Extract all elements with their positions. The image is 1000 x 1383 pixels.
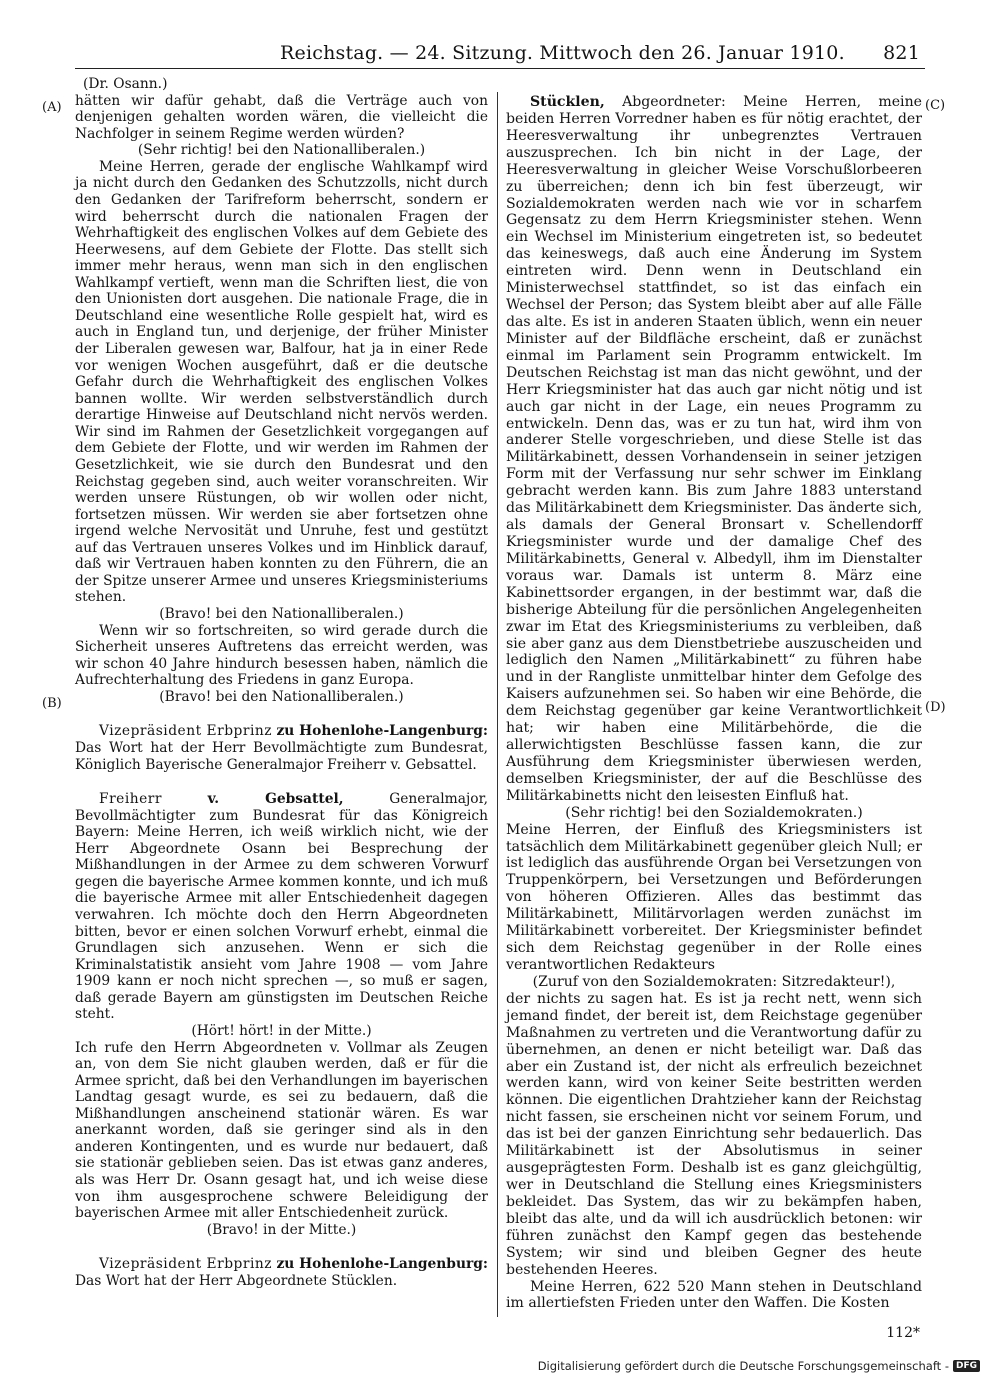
speaker-paragraph [75, 791, 488, 1023]
running-title: Reichstag. — 24. Sitzung. Mittwoch den 26. Januar 1910. [280, 42, 845, 64]
header-rule [75, 68, 925, 69]
speech-text: Generalmajor, Bevollmächtigter zum Bundesrat für das Königreich Bayern: Meine Herren, ich weiß wirklich nicht, wie der Herr Abgeordnete Osann bei Besprechung der Mißhandlungen in der Armee zu dem schweren Vorwurf gegen die bayerische Armee kommen konnte, und ich muß die bayerische Armee mit aller Entschiedenheit dagegen verwahren. Ich möchte doch den Herrn Abgeordneten bitten, bevor er einen solchen Vorwurf erhebt, einmal die Grundlagen sich anzusehen. Wenn er sich die Kriminalstatistik ansieht vom Jahre 1908 — vom Jahre 1909 kann er noch nicht sprechen —, so muß er sagen, daß gerade Bayern am günstigsten im Deutschen Reiche steht. [75, 791, 489, 1023]
left-column [75, 76, 488, 1289]
column-divider [497, 92, 498, 1317]
speech-text: Das Wort hat der Herr Bevollmächtigte zum Bundesrat, Königlich Bayerische Generalmajor Freiherr v. Gebsattel. [75, 739, 488, 773]
speaker-name: zu Hohenlohe-Langenburg: [276, 723, 488, 740]
interjection: (Bravo! in der Mitte.) [206, 1221, 357, 1238]
paragraph: Meine Herren, 622 520 Mann stehen in Deutschland im allertiefsten Frieden unter den Waffen. Die Kosten [506, 1278, 922, 1312]
speaker-role: Vizepräsident Erbprinz [99, 723, 273, 740]
margin-marker-d: (D) [925, 700, 946, 715]
paragraph: Meine Herren, der Einfluß des Kriegsministers ist tatsächlich dem Militärkabinett gegenüber gleich Null; er ist lediglich das ausführende Organ bei Versetzungen von Truppenkörpern, bei Versetzungen und Beförderungen von höheren Offizieren. Alles das bestimmt das Militärkabinett, Militärvorlagen werden zunächst im Militärkabinett vorbereitet. Der Kriegsminister befindet sich dem Reichstag gegenüber in der Rolle eines verantwortlichen Redakteurs [506, 821, 922, 974]
speaker-title: Freiherr [99, 791, 162, 808]
paragraph: Ich rufe den Herrn Abgeordneten v. Vollmar als Zeugen an, von dem Sie nicht glauben werden, daß er für die Armee spricht, daß bei den Verhandlungen im bayerischen Landtag gesagt wurde, es sei zu bedauern, daß die Mißhandlungen anscheinend stationär wären. Es war anerkannt worden, daß sie geringer sind als in den anderen Kontingenten, und es wurde nur bedauert, daß sie stationär geblieben seien. Das ist etwas ganz anderes, als was Herr Dr. Osann gesagt hat, und ich weise diese von ihm ausgesprochene schwere Beleidigung der bayerischen Armee mit aller Entschiedenheit zurück. [75, 1039, 488, 1222]
paragraph: hätten wir dafür gehabt, daß die Verträge auch von denjenigen gehalten worden wären, die vielleicht die Nachfolger in seinem Regime werden würden? [75, 92, 488, 142]
interjection: (Sehr richtig! bei den Nationalliberalen.) [137, 142, 426, 159]
margin-marker-a: (A) [42, 100, 62, 115]
right-column [506, 76, 922, 1312]
speaker-name: v. Gebsattel, [207, 791, 344, 808]
sheet-signature: 112* [886, 1325, 920, 1341]
speech-text: Abgeordneter: Meine Herren, meine beiden Herren Vorredner haben es für nötig erachtet, der Heeresverwaltung ihr unbegrenztes Vertrauen auszusprechen. Ich bin nicht in der Lage, der Heeresverwaltung in gleicher Weise Vorschußlorbeeren zu überreichen; denn ich bin fest überzeugt, wir Sozialdemokraten werden nach wie vor in scharfem Gegensatz zu dem Herrn Kriegsminister stehen. Wenn ein Wechsel im Ministerium eingetreten ist, so bedeutet das keineswegs, daß auch eine Änderung im System eintreten wird. Denn wenn in Deutschland ein Ministerwechsel stattfindet, so ist das einfach ein Wechsel der Person; das System bleibt aber auf alle Fälle das alte. Es ist in anderen Staaten üblich, wenn ein neuer Minister auf der Bildfläche erscheint, daß er zunächst einmal im Parlament sein Programm entwickelt. Im Deutschen Reichstag ist man das nicht gewöhnt, und der Herr Kriegsminister hat das auch gar nicht nötig und ist auch gar nicht in der Lage, ein neues Programm zu entwickeln. Denn das, was er zu tun hat, wird ihm von anderer Stelle vorgeschrieben, und diese Stelle ist das Militärkabinett, dessen Vorhandensein in seiner jetzigen Form mit der Verfassung nur sehr schwer im Einklang gebracht werden kann. Bis zum Jahre 1883 unterstand das Militärkabinett dem Kriegsminister. Das änderte sich, als damals der General Bronsart v. Schellendorff Kriegsminister wurde und der damalige Chef des Militärkabinetts, General v. Albedyll, ihm im Dienstalter voraus war. Damals ist unterm 8. März eine Kabinettsorder ergangen, in der bestimmt war, daß die bisherige Abteilung für die persönlichen Angelegenheiten zwar im Etat des Kriegsministeriums zu verbleiben, daß sie aber ganz aus dem Dienstbetriebe auszuscheiden und lediglich den Namen „Militärkabinett“ zu führen habe und in der Rangliste unmittelbar hinter dem Gefolge des Kaisers aufzunehmen sei. So haben wir eine Behörde, die dem Reichstag gegenüber gar keine Verantwortlichkeit hat; wir haben eine Militärbehörde, die die allerwichtigsten Beschlüsse fassen kann, die zur Ausführung dem Kriegsminister überwiesen werden, demselben Kriegsminister, der auf die Beschlüsse des Militärkabinetts nicht den leisesten Einfluß hat. [506, 94, 922, 804]
interjection: (Hört! hört! in der Mitte.) [191, 1022, 372, 1039]
dfg-logo-icon: DFG [953, 1360, 980, 1372]
paragraph: der nichts zu sagen hat. Es ist ja recht nett, wenn sich jemand findet, der bereit ist, dem Reichstage gegenüber Maßnahmen zu vertreten und die Verantwortung dafür zu übernehmen, an denen er nicht beteiligt war. Daß das aber ein Zustand ist, der nicht als erfreulich bezeichnet werden kann, wird von keiner Seite bestritten werden können. Die eigentlichen Drahtzieher kann der Reichstag nicht fassen, sie erscheinen nicht vor seinem Forum, und das ist bei der ganzen Einrichtung sehr bedauerlich. Das Militärkabinett ist der Absolutismus in seiner ausgeprägtesten Form. Deshalb ist es ganz gleichgültig, wer in Deutschland die Stellung eines Kriegsministers bekleidet. Das System, das wir zu bekämpfen haben, bleibt das alte, und da will ich ausdrücklich betonen: wir führen zunächst den Kampf gegen das bestehende System; wir sind und bleiben Gegner des heute bestehenden Heeres. [506, 990, 922, 1278]
interjection: (Sehr richtig! bei den Sozialdemokraten.) [565, 804, 863, 821]
interjection: (Bravo! bei den Nationalliberalen.) [159, 606, 404, 622]
interjection: (Zuruf von den Sozialdemokraten: Sitzredakteur!), [532, 973, 896, 990]
page-number: 821 [883, 42, 920, 64]
paragraph: Wenn wir so fortschreiten, so wird gerade durch die Sicherheit unseres Auftretens das erreicht werden, was wir schon 40 Jahre hindurch besessen haben, nämlich die Aufrechterhaltung des Friedens in ganz Europa. [75, 622, 488, 689]
digitization-note: Digitalisierung gefördert durch die Deutsche Forschungsgemeinschaft - [537, 1359, 949, 1373]
speaker-paragraph [506, 94, 922, 805]
speaker-paragraph [75, 1256, 488, 1289]
speaker-paragraph [75, 723, 488, 773]
speaker-tag: (Dr. Osann.) [83, 76, 168, 92]
speech-text: Das Wort hat der Herr Abgeordnete Stücklen. [75, 1272, 398, 1289]
paragraph: Meine Herren, gerade der englische Wahlkampf wird ja nicht durch den Gedanken des Schutzzolls, nicht durch den Gedanken der Tarifreform beherrscht, sondern er wird beherrscht durch die nationalen Fragen der Wehrhaftigkeit des englischen Volkes auf dem Gebiete des Heerwesens, auf dem Gebiete der Flotte. Das stellt sich immer mehr heraus, wenn man sich in den englischen Wahlkampf vertieft, wenn man die Schriften liest, die von den Unionisten dort ausgehen. Die nationale Frage, die in Deutschland eine wesentliche Rolle gespielt hat, wird es auch in England tun, und derjenige, der früher Minister der Liberalen gewesen war, Balfour, hat ja in einer Rede vor wenigen Wochen ausgeführt, daß er die deutsche Gefahr durch die Wehrhaftigkeit des englischen Volkes bannen wollte. Wir werden selbstverständlich durch derartige Hinweise auf Deutschland nicht nervös werden. Wir sind im Rahmen der Gesetzlichkeit vorgegangen auf dem Gebiete der Flotte, und wir werden im Rahmen der Gesetzlichkeit, wie sie durch den Bundesrat und den Reichstag gegeben sind, auch weiter voranschreiten. Wir werden unsere Rüstungen, ob wir wollen oder nicht, fortsetzen müssen. Wir werden sie aber fortsetzen ohne irgend welche Nervosität und Unruhe, fest und gestützt auf das Vertrauen unseres Volkes und im Hinblick darauf, daß wir Vertrauen haben konnten zu den Führern, die an der Spitze unserer Armee und unseres Kriegsministeriums stehen. [75, 158, 488, 606]
speaker-role: Vizepräsident Erbprinz [99, 1256, 273, 1273]
interjection: (Bravo! bei den Nationalliberalen.) [159, 688, 404, 705]
speaker-name: zu Hohenlohe-Langenburg: [276, 1256, 488, 1273]
margin-marker-c: (C) [925, 98, 946, 113]
digitization-footer [538, 1359, 980, 1373]
margin-marker-b: (B) [42, 696, 62, 711]
speaker-name: Stücklen, [530, 94, 605, 110]
